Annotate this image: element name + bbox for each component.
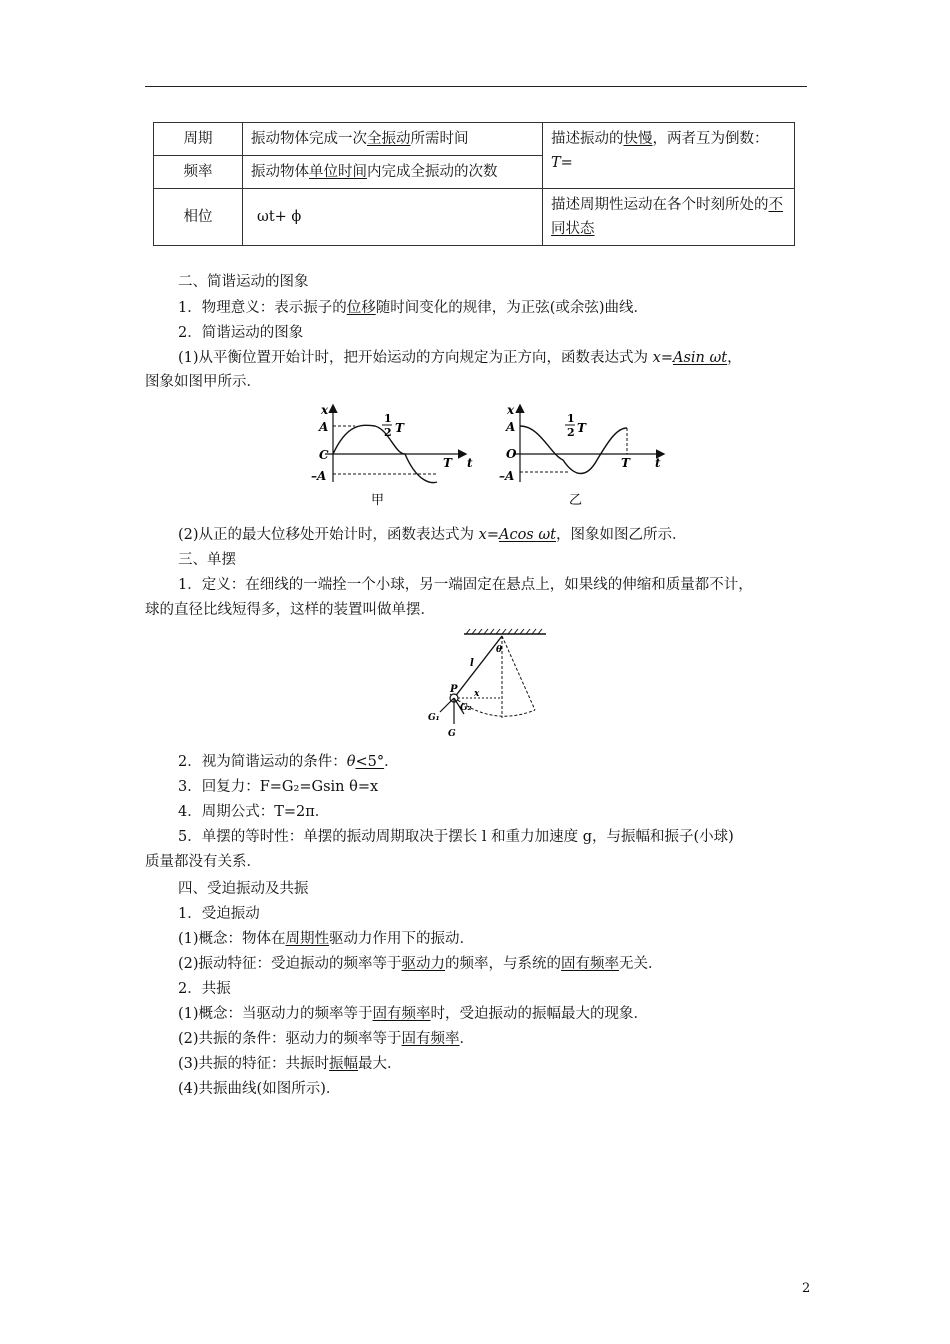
T-label: T [443, 456, 452, 470]
phase-definition: ωt+ ϕ [243, 189, 543, 246]
sec2-para-3: (1)从平衡位置开始计时，把开始运动的方向规定为正方向，函数表达式为 x=Asin ωt， [178, 350, 742, 366]
g1-vector [440, 698, 454, 712]
G1-label: G₁ [428, 713, 440, 723]
sec3-isochronism-1: 5．单摆的等时性：单摆的振动周期取决于摆长 l 和重力加速度 g，与振幅和振子(小球) [178, 829, 734, 845]
x-label: x [321, 403, 329, 417]
sec2-para-4: (2)从正的最大位移处开始计时，函数表达式为 x=Acos ωt，图象如图乙所示． [178, 527, 687, 543]
sec2-para-3b: 图象如图甲所示． [145, 374, 261, 390]
period-frequency-description: 描述振动的快慢，两者互为倒数：T= [543, 123, 795, 189]
sec2-para-2: 2．简谐运动的图象 [178, 325, 304, 341]
header-rule [145, 86, 807, 87]
half-denominator: 2 [567, 426, 575, 439]
sec4-resonance-curve: (4)共振曲线(如图所示)． [178, 1081, 341, 1097]
half-numerator: 1 [384, 412, 392, 425]
sec3-def-2: 球的直径比线短得多，这样的装置叫做单摆． [145, 602, 435, 618]
section-3-title: 三、单摆 [178, 552, 236, 568]
G2-label: G₂ [460, 703, 472, 713]
x-label: x [507, 403, 515, 417]
A-label: A [319, 420, 329, 434]
graph-jia [305, 400, 485, 512]
sec4-resonance-condition: (2)共振的条件：驱动力的频率等于固有频率． [178, 1031, 475, 1047]
table-row [154, 189, 795, 246]
x-label: x [474, 689, 480, 699]
negA-label: –A [311, 469, 327, 483]
sec3-period-formula: 4．周期公式：T=2π． [178, 804, 330, 820]
figure-label: 甲 [371, 493, 385, 508]
section-2-title: 二、简谐运动的图象 [178, 274, 309, 290]
l-label: l [470, 658, 474, 669]
frequency-definition: 振动物体单位时间内完成全振动的次数 [243, 156, 543, 189]
sec4-resonance-feature: (3)共振的特征：共振时振幅最大． [178, 1056, 402, 1072]
A-label: A [506, 420, 516, 434]
O-label: O [506, 447, 517, 461]
half-numerator: 1 [567, 412, 575, 425]
page-number: 2 [802, 1281, 811, 1296]
G-label: G [448, 729, 456, 739]
right-limit-dash [502, 636, 535, 710]
half-T-label: T [577, 421, 586, 435]
sec4-resonance-concept: (1)概念：当驱动力的频率等于固有频率时，受迫振动的振幅最大的现象． [178, 1006, 649, 1022]
sec3-condition: 2．视为简谐运动的条件：θ<5°． [178, 754, 399, 770]
figure-label: 乙 [569, 493, 583, 508]
sec3-restoring-force: 3．回复力：F=G₂=Gsin θ=x [178, 779, 379, 795]
pendulum-diagram [420, 628, 550, 744]
period-name: 周期 [154, 123, 243, 156]
half-T-label: T [395, 421, 404, 435]
graph-yi [495, 400, 675, 512]
table-row [154, 123, 795, 156]
sec4-forced-concept: (1)概念：物体在周期性驱动力作用下的振动． [178, 931, 475, 947]
sec4-sub-2: 2．共振 [178, 981, 231, 997]
t-label: t [467, 456, 473, 470]
sec3-isochronism-2: 质量都没有关系． [145, 854, 261, 870]
C-label: C [319, 448, 329, 462]
sec3-def-1: 1．定义：在细线的一端拴一个小球，另一端固定在悬点上，如果线的伸缩和质量都不计， [178, 577, 753, 593]
t-label: t [655, 456, 661, 470]
half-denominator: 2 [384, 426, 392, 439]
theta-label: θ [496, 645, 503, 655]
sec4-sub-1: 1．受迫振动 [178, 906, 260, 922]
period-definition: 振动物体完成一次全振动所需时间 [243, 123, 543, 156]
P-label: P [450, 684, 458, 695]
sec4-forced-feature: (2)振动特征：受迫振动的频率等于驱动力的频率，与系统的固有频率无关． [178, 956, 663, 972]
frequency-name: 频率 [154, 156, 243, 189]
phase-description: 描述周期性运动在各个时刻所处的不同状态 [543, 189, 795, 246]
negA-label: –A [499, 469, 515, 483]
section-4-title: 四、受迫振动及共振 [178, 881, 309, 897]
property-table [153, 122, 795, 246]
phase-name: 相位 [154, 189, 243, 246]
T-label: T [621, 456, 630, 470]
sec2-para-1: 1．物理意义：表示振子的位移随时间变化的规律，为正弦(或余弦)曲线． [178, 300, 649, 316]
